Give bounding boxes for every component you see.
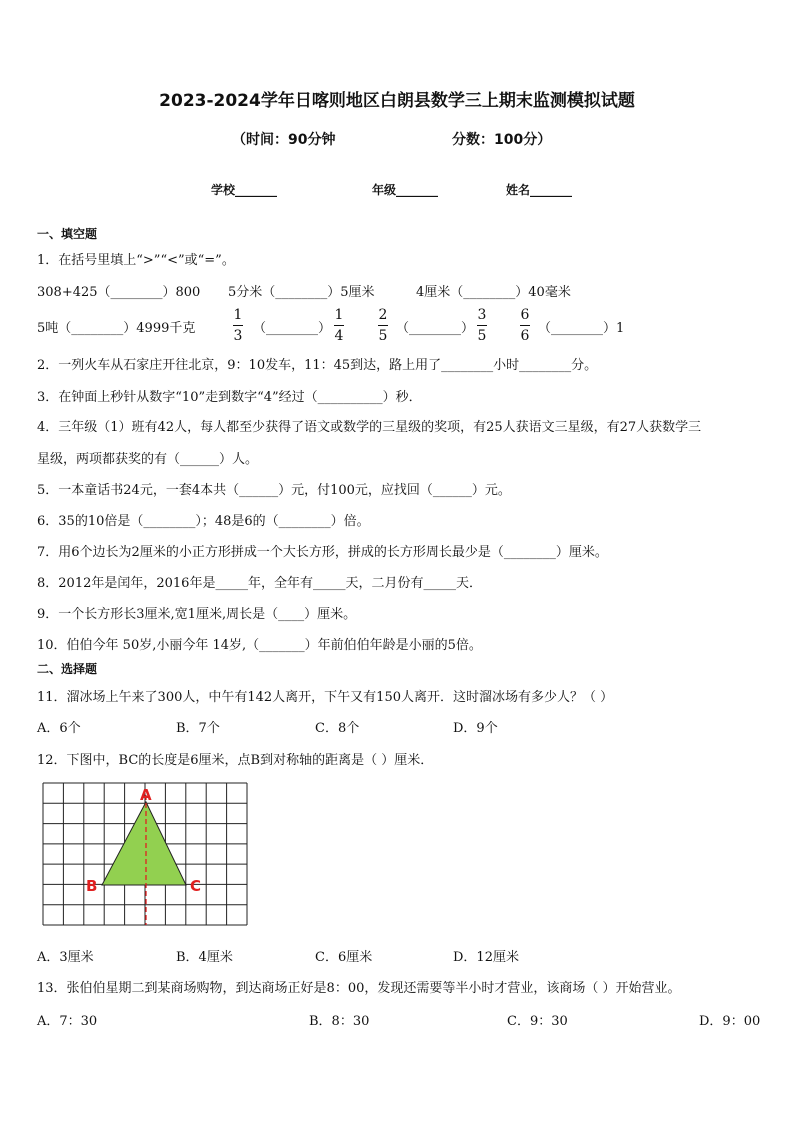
exam-time: （时间：90分钟 <box>232 132 336 148</box>
fraction-denominator: 4 <box>334 328 344 344</box>
vertex-label-c: C <box>190 877 202 895</box>
name-field: 姓名_______ <box>506 183 573 197</box>
fraction-3-5 <box>477 307 487 344</box>
section-fill-blank: 一、填空题 <box>37 227 98 241</box>
q13-stem: 13．张伯伯星期二到某商场购物，到达商场正好是8：00，发现还需要等半小时才营业，该商场（ ）开始营业。 <box>37 981 681 996</box>
q12-stem: 12．下图中，BC的长度是6厘米，点B到对称轴的距离是（ ）厘米． <box>37 753 434 768</box>
exam-score: 分数：100分） <box>452 132 552 148</box>
q11-option-b: B．7个 <box>176 721 220 736</box>
fraction-2-5 <box>378 307 388 344</box>
q1-gap-1: （________） <box>253 321 332 336</box>
q1-stem: 1．在括号里填上“>”“<”或“=”。 <box>37 253 235 268</box>
q12-option-b: B．4厘米 <box>176 950 233 965</box>
q2: 2．一列火车从石家庄开往北京，9：10发车，11：45到达，路上用了________小时________分。 <box>37 358 598 373</box>
q3: 3．在钟面上秒针从数字“10”走到数字“4”经过（__________）秒． <box>37 390 422 405</box>
q11-option-a: A．6个 <box>37 721 81 736</box>
fraction-1-3 <box>233 307 243 344</box>
fraction-denominator: 3 <box>233 328 243 344</box>
fraction-denominator: 6 <box>520 328 530 344</box>
fraction-numerator: 2 <box>378 307 388 323</box>
fraction-numerator: 1 <box>233 307 243 323</box>
q11-stem: 11．溜冰场上午来了300人，中午有142人离开，下午又有150人离开．这时溜冰场有多少人？（ ） <box>37 690 614 705</box>
q1-item-2: 5分米（________）5厘米 <box>228 285 375 300</box>
q1-gap-3: （________）1 <box>538 321 625 336</box>
q11-option-c: C．8个 <box>315 721 360 736</box>
q1-item-3: 4厘米（________）40毫米 <box>416 285 571 300</box>
q1-gap-2: （________） <box>396 321 475 336</box>
q1-item-4: 5吨（________）4999千克 <box>37 321 196 336</box>
fraction-denominator: 5 <box>378 328 388 344</box>
vertex-label-b: B <box>86 877 98 895</box>
q5: 5．一本童话书24元，一套4本共（______）元，付100元，应找回（______）元。 <box>37 483 511 498</box>
q12-figure <box>42 782 250 928</box>
q12-option-a: A．3厘米 <box>37 950 94 965</box>
q11-option-d: D．9个 <box>453 721 498 736</box>
q13-option-b: B．8：30 <box>309 1014 370 1029</box>
vertex-label-a: A <box>140 786 152 804</box>
section-multiple-choice: 二、选择题 <box>37 662 98 676</box>
fraction-6-6 <box>520 307 530 344</box>
q4-line-1: 4．三年级（1）班有42人，每人都至少获得了语文或数学的三星级的奖项，有25人获语文三星级，有27人获数学三 <box>37 420 702 435</box>
fraction-numerator: 3 <box>477 307 487 323</box>
q12-option-c: C．6厘米 <box>315 950 373 965</box>
q8: 8．2012年是闰年，2016年是_____年，全年有_____天，二月份有_____天． <box>37 576 482 591</box>
school-field: 学校_______ <box>211 183 278 197</box>
q6: 6．35的10倍是（________）；48是6的（________）倍。 <box>37 514 370 529</box>
fraction-1-4 <box>334 307 344 344</box>
fraction-numerator: 1 <box>334 307 344 323</box>
q13-option-c: C．9：30 <box>507 1014 568 1029</box>
fraction-denominator: 5 <box>477 328 487 344</box>
fraction-numerator: 6 <box>520 307 530 323</box>
q13-option-d: D．9：00 <box>699 1014 761 1029</box>
q7: 7．用6个边长为2厘米的小正方形拼成一个大长方形，拼成的长方形周长最少是（________）厘米。 <box>37 545 608 560</box>
grade-field: 年级_______ <box>372 183 439 197</box>
q10: 10．伯伯今年 50岁,小丽今年 14岁,（_______）年前伯伯年龄是小丽的5倍。 <box>37 638 482 653</box>
q12-option-d: D．12厘米 <box>453 950 519 965</box>
q4-line-2: 星级，两项都获奖的有（______）人。 <box>37 452 259 467</box>
page-title: 2023-2024学年日喀则地区白朗县数学三上期末监测模拟试题 <box>159 91 635 111</box>
q9: 9．一个长方形长3厘米,宽1厘米,周长是（____）厘米。 <box>37 607 357 622</box>
q1-item-1: 308+425（________）800 <box>37 285 201 300</box>
q13-option-a: A．7：30 <box>37 1014 98 1029</box>
